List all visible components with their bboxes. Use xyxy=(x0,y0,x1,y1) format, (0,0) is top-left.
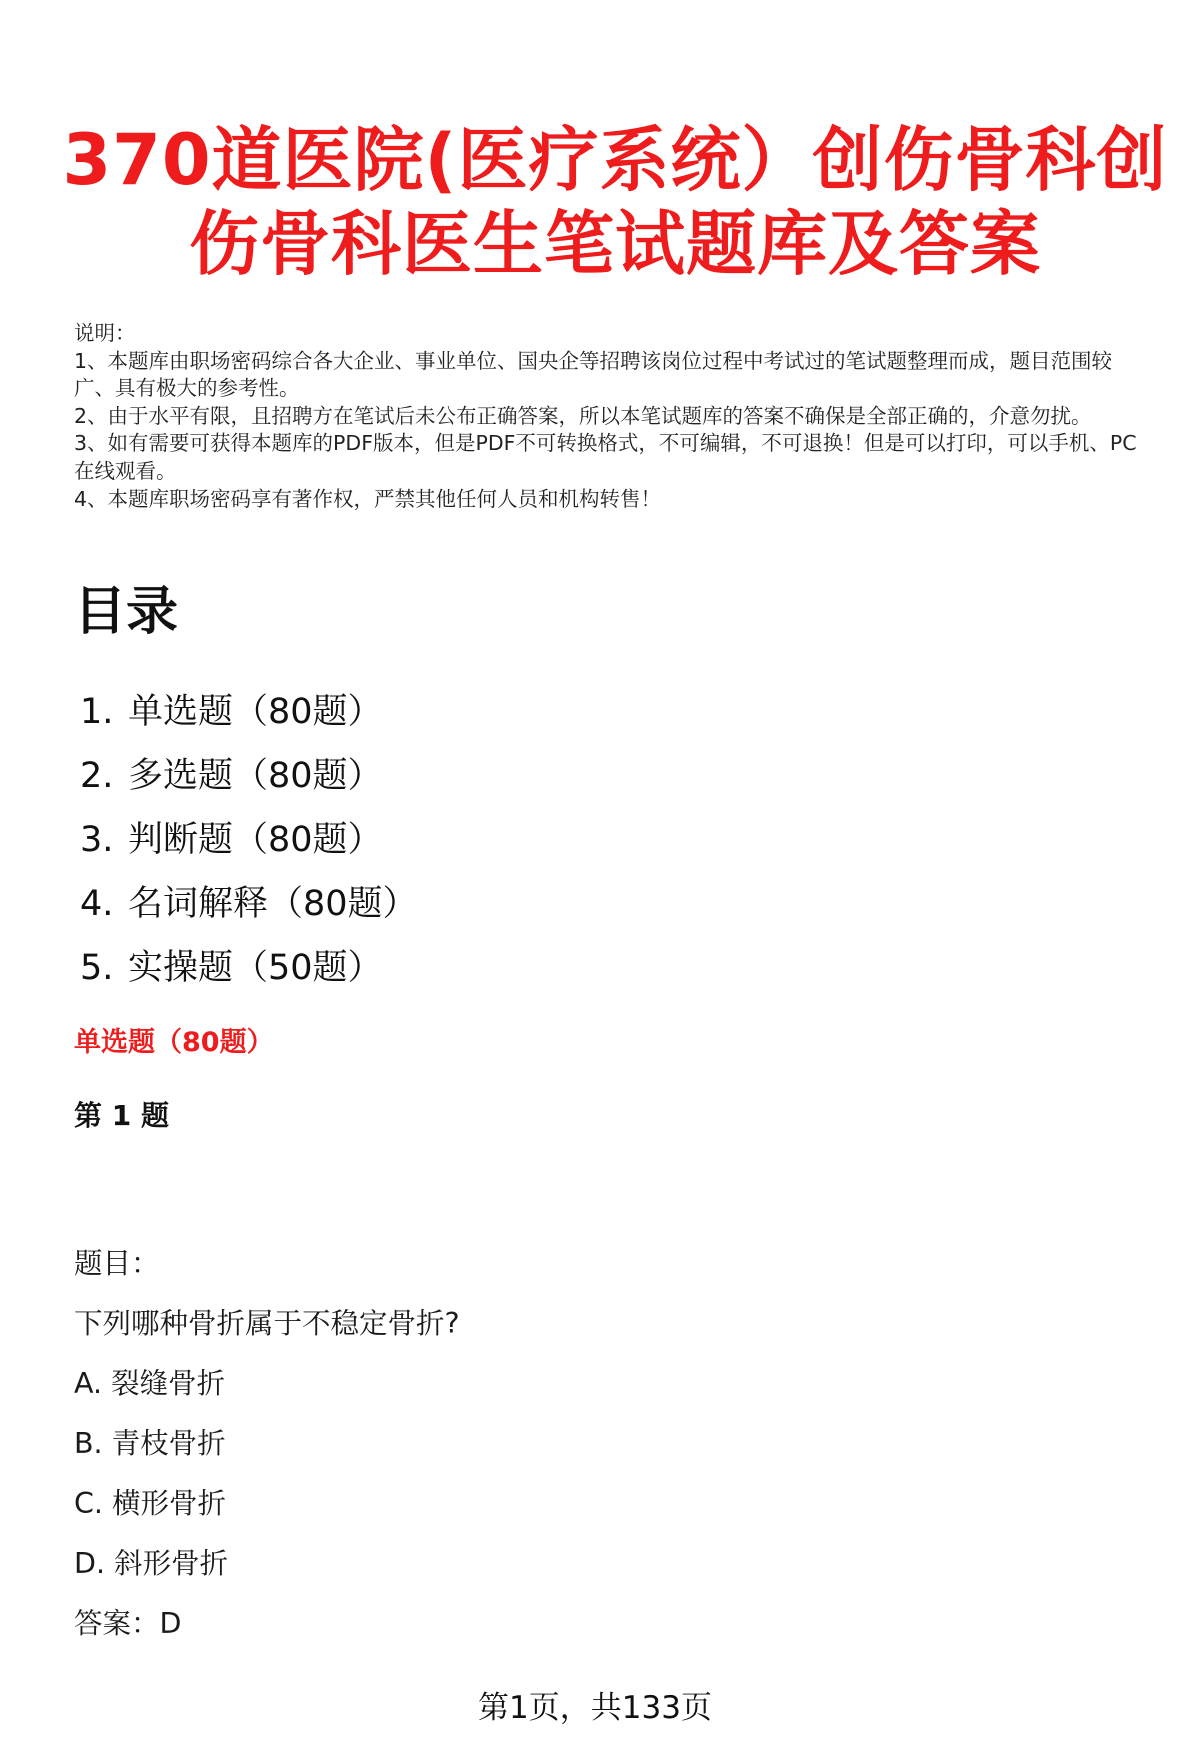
toc-item-number: 3. xyxy=(80,820,114,860)
answer: 答案：D xyxy=(74,1607,182,1640)
toc-item-label: 判断题（80题） xyxy=(128,820,383,860)
table-of-contents xyxy=(80,684,418,1004)
toc-item-true-false[interactable] xyxy=(80,812,418,876)
question-number: 第 1 题 xyxy=(74,1099,169,1132)
option-c: C. 横形骨折 xyxy=(74,1487,227,1520)
question-text: 下列哪种骨折属于不稳定骨折? xyxy=(74,1307,460,1340)
document-title: 370道医院(医疗系统）创伤骨科创伤骨科医生笔试题库及答案 xyxy=(62,119,1168,285)
question-block xyxy=(74,1244,460,1664)
toc-item-number: 2. xyxy=(80,756,114,796)
toc-item-label: 实操题（50题） xyxy=(128,948,383,988)
toc-item-single-choice[interactable] xyxy=(80,684,418,748)
option-d: D. 斜形骨折 xyxy=(74,1547,229,1580)
toc-item-number: 4. xyxy=(80,884,114,924)
note-item: 3、如有需要可获得本题库的PDF版本，但是PDF不可转换格式，不可编辑，不可退换！但是可以打印，可以手机、PC在线观看。 xyxy=(74,431,1137,483)
notes-section xyxy=(74,320,1144,513)
toc-item-number: 5. xyxy=(80,948,114,988)
toc-item-multiple-choice[interactable] xyxy=(80,748,418,812)
toc-item-label: 多选题（80题） xyxy=(128,756,383,796)
page-number: 第1页，共133页 xyxy=(478,1690,712,1726)
toc-item-number: 1. xyxy=(80,692,114,732)
note-item: 1、本题库由职场密码综合各大企业、事业单位、国央企等招聘该岗位过程中考试过的笔试题整理而成，题目范围较广、具有极大的参考性。 xyxy=(74,348,1113,401)
toc-heading: 目录 xyxy=(74,582,179,642)
option-b: B. 青枝骨折 xyxy=(74,1427,226,1460)
toc-item-terms[interactable] xyxy=(80,876,418,940)
section-title: 单选题（80题） xyxy=(74,1027,274,1058)
toc-item-label: 名词解释（80题） xyxy=(128,884,418,924)
toc-item-practical[interactable] xyxy=(80,940,418,1004)
notes-heading: 说明： xyxy=(74,321,136,345)
question-label: 题目： xyxy=(74,1247,160,1280)
option-a: A. 裂缝骨折 xyxy=(74,1367,226,1400)
note-item: 4、本题库职场密码享有著作权，严禁其他任何人员和机构转售！ xyxy=(74,486,662,511)
note-item: 2、由于水平有限，且招聘方在笔试后未公布正确答案，所以本笔试题库的答案不确保是全部正确的，介意勿扰。 xyxy=(74,403,1092,428)
toc-item-label: 单选题（80题） xyxy=(128,692,383,732)
